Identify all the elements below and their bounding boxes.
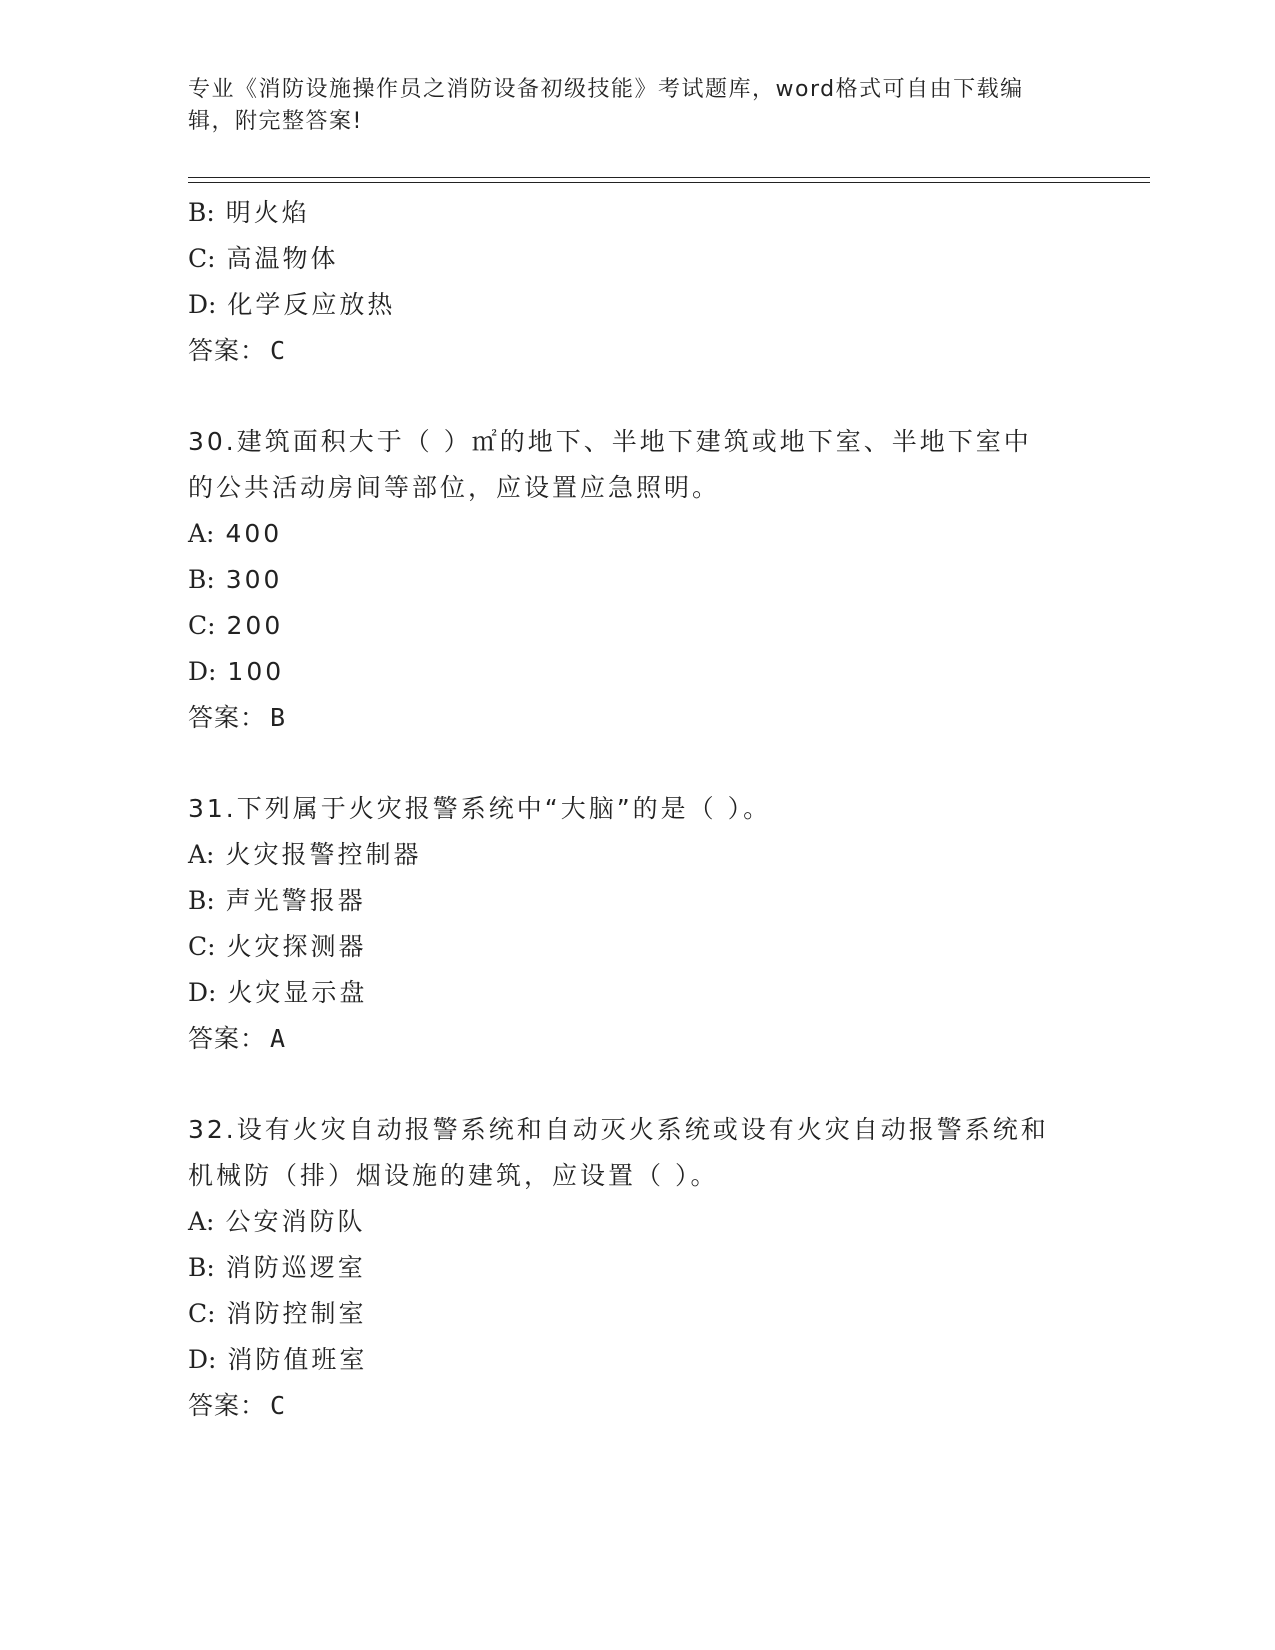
question-31 [188, 786, 1068, 1062]
answer-line [188, 1016, 1068, 1062]
answer-line [188, 695, 1068, 741]
option-text: 400 [225, 519, 283, 548]
answer-value: C [270, 1391, 287, 1420]
option-d [188, 970, 1068, 1016]
option-a [188, 1199, 1068, 1245]
header-text: 专业《消防设施操作员之消防设备初级技能》考试题库，word格式可自由下载编辑，附完整答案! [188, 77, 1024, 134]
header-divider-bottom [188, 182, 1150, 183]
option-a [188, 832, 1068, 878]
option-text: 火灾显示盘 [227, 978, 368, 1007]
option-letter: D: [188, 290, 217, 319]
option-b [188, 557, 1068, 603]
question-30 [188, 419, 1068, 741]
option-c [188, 924, 1068, 970]
option-text: 火灾探测器 [226, 932, 367, 961]
question-stem-line: 30.建筑面积大于（ ）㎡的地下、半地下建筑或地下室、半地下室中 [188, 427, 1032, 456]
option-d [188, 282, 1068, 328]
answer-value: C [270, 336, 287, 365]
option-letter: B: [188, 565, 215, 594]
option-letter: A: [188, 1207, 215, 1236]
answer-line [188, 1383, 1068, 1429]
option-c [188, 1291, 1068, 1337]
answer-label: 答案： [188, 1024, 267, 1053]
option-letter: C: [188, 244, 216, 273]
answer-label: 答案： [188, 336, 267, 365]
answer-value: A [270, 1024, 287, 1053]
option-letter: A: [188, 840, 215, 869]
answer-line [188, 328, 1068, 374]
option-text: 高温物体 [226, 244, 339, 273]
option-text: 300 [225, 565, 283, 594]
option-letter: D: [188, 978, 217, 1007]
option-text: 消防值班室 [227, 1345, 368, 1374]
partial-question [188, 190, 1068, 374]
option-a [188, 511, 1068, 557]
option-text: 声光警报器 [225, 886, 366, 915]
question-content [188, 190, 1068, 1429]
option-letter: D: [188, 1345, 217, 1374]
option-b [188, 1245, 1068, 1291]
question-stem-line: 机械防（排）烟设施的建筑，应设置（ ）。 [188, 1161, 719, 1190]
option-letter: B: [188, 886, 215, 915]
option-b [188, 190, 1068, 236]
option-letter: B: [188, 1253, 215, 1282]
question-stem-line: 的公共活动房间等部位，应设置应急照明。 [188, 473, 721, 502]
option-letter: A: [188, 519, 215, 548]
option-c [188, 236, 1068, 282]
question-stem-line: 31.下列属于火灾报警系统中“大脑”的是（ ）。 [188, 794, 772, 823]
question-stem-line: 32.设有火灾自动报警系统和自动灭火系统或设有火灾自动报警系统和 [188, 1115, 1049, 1144]
option-text: 化学反应放热 [227, 290, 396, 319]
option-c [188, 603, 1068, 649]
option-text: 火灾报警控制器 [225, 840, 422, 869]
option-text: 100 [227, 657, 285, 686]
option-letter: C: [188, 1299, 216, 1328]
option-b [188, 878, 1068, 924]
option-text: 明火焰 [225, 198, 310, 227]
option-d [188, 1337, 1068, 1383]
option-text: 消防巡逻室 [225, 1253, 366, 1282]
option-letter: C: [188, 611, 216, 640]
option-letter: D: [188, 657, 217, 686]
answer-value: B [270, 703, 287, 732]
option-text: 消防控制室 [226, 1299, 367, 1328]
header-divider-top [188, 177, 1150, 178]
answer-label: 答案： [188, 703, 267, 732]
option-letter: C: [188, 932, 216, 961]
document-header [188, 74, 1068, 138]
answer-label: 答案： [188, 1391, 267, 1420]
option-d [188, 649, 1068, 695]
option-letter: B: [188, 198, 215, 227]
option-text: 200 [226, 611, 284, 640]
option-text: 公安消防队 [225, 1207, 366, 1236]
question-32 [188, 1107, 1068, 1429]
